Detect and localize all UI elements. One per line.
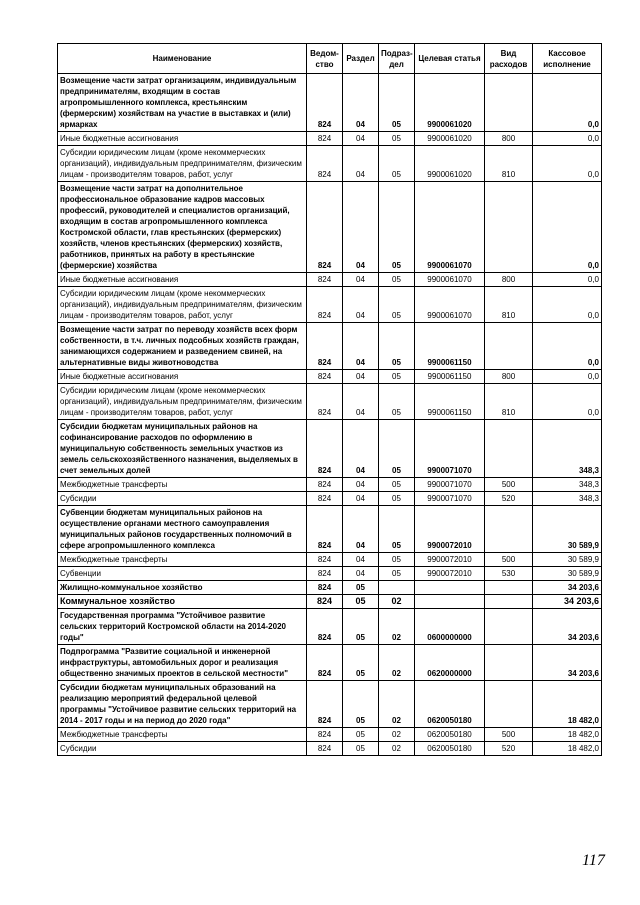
cell-target: 0600000000: [415, 609, 485, 645]
cell-exp-type: 800: [485, 273, 533, 287]
cell-dept: 824: [307, 742, 343, 756]
cell-exp-type: [485, 609, 533, 645]
table-row: [58, 420, 602, 478]
table-row: [58, 581, 602, 595]
cell-section: 04: [343, 492, 379, 506]
cell-subsection: 05: [379, 182, 415, 273]
cell-amount: 18 482,0: [533, 681, 602, 728]
header-exec: Кассовое исполнение: [533, 44, 602, 74]
cell-section: 05: [343, 681, 379, 728]
table-row: [58, 595, 602, 609]
cell-dept: 824: [307, 478, 343, 492]
cell-section: 04: [343, 273, 379, 287]
table-row: [58, 728, 602, 742]
table-row: [58, 384, 602, 420]
cell-name: Субсидии юридическим лицам (кроме некоммерческих организаций), индивидуальным предпринимателям, физическим лицам - производителям товаров, работ, услуг: [58, 287, 307, 323]
cell-exp-type: [485, 645, 533, 681]
cell-dept: 824: [307, 581, 343, 595]
cell-name: Возмещение части затрат по переводу хозяйств всех форм собственности, в т.ч. личных подсобных хозяйств граждан, занимающихся содержанием и разведением свиней, на альтернативные виды животноводства: [58, 323, 307, 370]
cell-name: Субсидии юридическим лицам (кроме некоммерческих организаций), индивидуальным предпринимателям, физическим лицам - производителям товаров, работ, услуг: [58, 384, 307, 420]
cell-exp-type: [485, 182, 533, 273]
cell-subsection: 05: [379, 323, 415, 370]
cell-target: [415, 595, 485, 609]
cell-dept: 824: [307, 645, 343, 681]
cell-exp-type: [485, 74, 533, 132]
cell-subsection: 05: [379, 287, 415, 323]
cell-dept: 824: [307, 420, 343, 478]
cell-amount: 0,0: [533, 146, 602, 182]
cell-subsection: 05: [379, 553, 415, 567]
cell-subsection: 05: [379, 370, 415, 384]
cell-amount: 348,3: [533, 420, 602, 478]
table-row: [58, 273, 602, 287]
cell-target: 9900061150: [415, 370, 485, 384]
table-row: [58, 492, 602, 506]
cell-name: Субсидии бюджетам муниципальных образований на реализацию мероприятий федеральной целевой программы "Устойчивое развитие сельских территорий на 2014 - 2017 годы и на период до 2020 года": [58, 681, 307, 728]
table-row: [58, 182, 602, 273]
cell-subsection: [379, 581, 415, 595]
cell-exp-type: [485, 581, 533, 595]
header-subsection: Подраз-дел: [379, 44, 415, 74]
header-exp-type: Вид расходов: [485, 44, 533, 74]
cell-amount: 18 482,0: [533, 728, 602, 742]
table-row: [58, 742, 602, 756]
table-row: [58, 506, 602, 553]
cell-exp-type: [485, 595, 533, 609]
cell-section: 04: [343, 323, 379, 370]
cell-subsection: 05: [379, 74, 415, 132]
cell-target: 9900072010: [415, 567, 485, 581]
cell-section: 05: [343, 645, 379, 681]
cell-name: Субвенции: [58, 567, 307, 581]
table-row: [58, 74, 602, 132]
cell-name: Иные бюджетные ассигнования: [58, 370, 307, 384]
cell-exp-type: [485, 323, 533, 370]
cell-subsection: 05: [379, 420, 415, 478]
cell-dept: 824: [307, 567, 343, 581]
cell-exp-type: 520: [485, 492, 533, 506]
cell-section: 04: [343, 74, 379, 132]
page-number: 117: [582, 852, 605, 869]
cell-exp-type: [485, 681, 533, 728]
cell-section: 05: [343, 595, 379, 609]
cell-section: 05: [343, 581, 379, 595]
cell-section: 05: [343, 742, 379, 756]
cell-amount: 0,0: [533, 132, 602, 146]
cell-target: 0620050180: [415, 728, 485, 742]
cell-amount: 34 203,6: [533, 645, 602, 681]
cell-target: 9900061020: [415, 146, 485, 182]
cell-target: 9900071070: [415, 492, 485, 506]
table-row: [58, 478, 602, 492]
cell-name: Коммунальное хозяйство: [58, 595, 307, 609]
cell-dept: 824: [307, 287, 343, 323]
cell-amount: 18 482,0: [533, 742, 602, 756]
cell-target: 9900061070: [415, 182, 485, 273]
cell-name: Субсидии юридическим лицам (кроме некоммерческих организаций), индивидуальным предпринимателям, физическим лицам - производителям товаров, работ, услуг: [58, 146, 307, 182]
cell-target: [415, 581, 485, 595]
table-row: [58, 323, 602, 370]
cell-amount: 34 203,6: [533, 595, 602, 609]
cell-subsection: 05: [379, 492, 415, 506]
cell-name: Межбюджетные трансферты: [58, 553, 307, 567]
cell-dept: 824: [307, 273, 343, 287]
cell-amount: 34 203,6: [533, 581, 602, 595]
cell-name: Подпрограмма "Развитие социальной и инженерной инфраструктуры, автомобильных дорог и реализация общественно значимых проектов в сельской местности": [58, 645, 307, 681]
cell-dept: 824: [307, 182, 343, 273]
cell-dept: 824: [307, 553, 343, 567]
table-row: [58, 132, 602, 146]
cell-exp-type: [485, 420, 533, 478]
cell-dept: 824: [307, 492, 343, 506]
cell-exp-type: 520: [485, 742, 533, 756]
cell-amount: 34 203,6: [533, 609, 602, 645]
cell-exp-type: 800: [485, 370, 533, 384]
cell-dept: 824: [307, 595, 343, 609]
cell-subsection: 02: [379, 595, 415, 609]
cell-section: 04: [343, 132, 379, 146]
cell-amount: 0,0: [533, 323, 602, 370]
cell-target: 9900061150: [415, 384, 485, 420]
cell-section: 04: [343, 146, 379, 182]
cell-exp-type: 500: [485, 553, 533, 567]
cell-target: 9900072010: [415, 553, 485, 567]
cell-subsection: 02: [379, 728, 415, 742]
cell-subsection: 05: [379, 478, 415, 492]
cell-section: 04: [343, 370, 379, 384]
cell-dept: 824: [307, 370, 343, 384]
table-row: [58, 553, 602, 567]
cell-section: 04: [343, 182, 379, 273]
cell-target: 9900072010: [415, 506, 485, 553]
cell-subsection: 02: [379, 742, 415, 756]
cell-exp-type: 800: [485, 132, 533, 146]
table-row: [58, 146, 602, 182]
cell-dept: 824: [307, 74, 343, 132]
cell-section: 05: [343, 609, 379, 645]
cell-exp-type: [485, 506, 533, 553]
cell-amount: 30 589,9: [533, 553, 602, 567]
cell-target: 9900061070: [415, 273, 485, 287]
cell-name: Возмещение части затрат организациям, индивидуальным предпринимателям, входящим в состав агропромышленного комплекса, крестьянским (фермерским) хозяйствам на участие в выставках и (или) ярмарках: [58, 74, 307, 132]
table-row: [58, 681, 602, 728]
cell-dept: 824: [307, 146, 343, 182]
cell-dept: 824: [307, 681, 343, 728]
header-dept: Ведом-ство: [307, 44, 343, 74]
cell-amount: 0,0: [533, 384, 602, 420]
header-name: Наименование: [58, 44, 307, 74]
cell-exp-type: 500: [485, 478, 533, 492]
cell-amount: 0,0: [533, 370, 602, 384]
cell-exp-type: 500: [485, 728, 533, 742]
cell-amount: 30 589,9: [533, 506, 602, 553]
cell-section: 04: [343, 287, 379, 323]
cell-section: 04: [343, 384, 379, 420]
cell-name: Межбюджетные трансферты: [58, 728, 307, 742]
cell-exp-type: 530: [485, 567, 533, 581]
cell-dept: 824: [307, 132, 343, 146]
cell-subsection: 02: [379, 609, 415, 645]
cell-section: 04: [343, 506, 379, 553]
cell-subsection: 05: [379, 132, 415, 146]
cell-amount: 0,0: [533, 74, 602, 132]
cell-name: Возмещение части затрат на дополнительное профессиональное образование кадров массовых профессий, руководителей и специалистов организаций, входящим в состав агропромышленного комплекса Костромской области, глав крестьянских (фермерских) хозяйств, членов крестьянских (фермерских) хозяйств, работников, принятых на работу в крестьянские (фермерские) хозяйства: [58, 182, 307, 273]
cell-name: Иные бюджетные ассигнования: [58, 132, 307, 146]
cell-amount: 30 589,9: [533, 567, 602, 581]
cell-subsection: 05: [379, 146, 415, 182]
cell-subsection: 02: [379, 681, 415, 728]
cell-name: Иные бюджетные ассигнования: [58, 273, 307, 287]
cell-amount: 348,3: [533, 478, 602, 492]
cell-target: 9900061020: [415, 74, 485, 132]
cell-exp-type: 810: [485, 287, 533, 323]
cell-name: Субсидии: [58, 492, 307, 506]
cell-target: 9900071070: [415, 420, 485, 478]
cell-section: 04: [343, 478, 379, 492]
table-row: [58, 370, 602, 384]
cell-name: Субсидии: [58, 742, 307, 756]
cell-subsection: 05: [379, 567, 415, 581]
header-target: Целевая статья: [415, 44, 485, 74]
cell-subsection: 05: [379, 273, 415, 287]
cell-section: 04: [343, 420, 379, 478]
table-header-row: [58, 44, 602, 74]
cell-section: 05: [343, 728, 379, 742]
cell-target: 9900061150: [415, 323, 485, 370]
cell-name: Государственная программа "Устойчивое развитие сельских территорий Костромской области на 2014-2020 годы": [58, 609, 307, 645]
cell-section: 04: [343, 553, 379, 567]
cell-target: 9900061070: [415, 287, 485, 323]
cell-target: 9900061020: [415, 132, 485, 146]
cell-amount: 0,0: [533, 182, 602, 273]
cell-dept: 824: [307, 506, 343, 553]
cell-target: 9900071070: [415, 478, 485, 492]
header-section: Раздел: [343, 44, 379, 74]
table-row: [58, 609, 602, 645]
cell-target: 0620000000: [415, 645, 485, 681]
table-row: [58, 645, 602, 681]
cell-dept: 824: [307, 323, 343, 370]
cell-exp-type: 810: [485, 146, 533, 182]
budget-execution-table: [57, 43, 602, 756]
cell-dept: 824: [307, 384, 343, 420]
table-row: [58, 567, 602, 581]
cell-name: Субсидии бюджетам муниципальных районов на софинансирование расходов по оформлению в муниципальную собственность земельных участков из земель сельскохозяйственного назначения, выделяемых в счет земельных долей: [58, 420, 307, 478]
cell-amount: 348,3: [533, 492, 602, 506]
cell-amount: 0,0: [533, 273, 602, 287]
cell-subsection: 05: [379, 384, 415, 420]
cell-subsection: 05: [379, 506, 415, 553]
cell-exp-type: 810: [485, 384, 533, 420]
cell-name: Межбюджетные трансферты: [58, 478, 307, 492]
cell-target: 0620050180: [415, 742, 485, 756]
cell-amount: 0,0: [533, 287, 602, 323]
cell-dept: 824: [307, 609, 343, 645]
cell-dept: 824: [307, 728, 343, 742]
cell-target: 0620050180: [415, 681, 485, 728]
cell-subsection: 02: [379, 645, 415, 681]
cell-name: Субвенции бюджетам муниципальных районов на осуществление органами местного самоуправления муниципальных районов государственных полномочий в сфере агропромышленного комплекса: [58, 506, 307, 553]
cell-name: Жилищно-коммунальное хозяйство: [58, 581, 307, 595]
cell-section: 04: [343, 567, 379, 581]
table-row: [58, 287, 602, 323]
